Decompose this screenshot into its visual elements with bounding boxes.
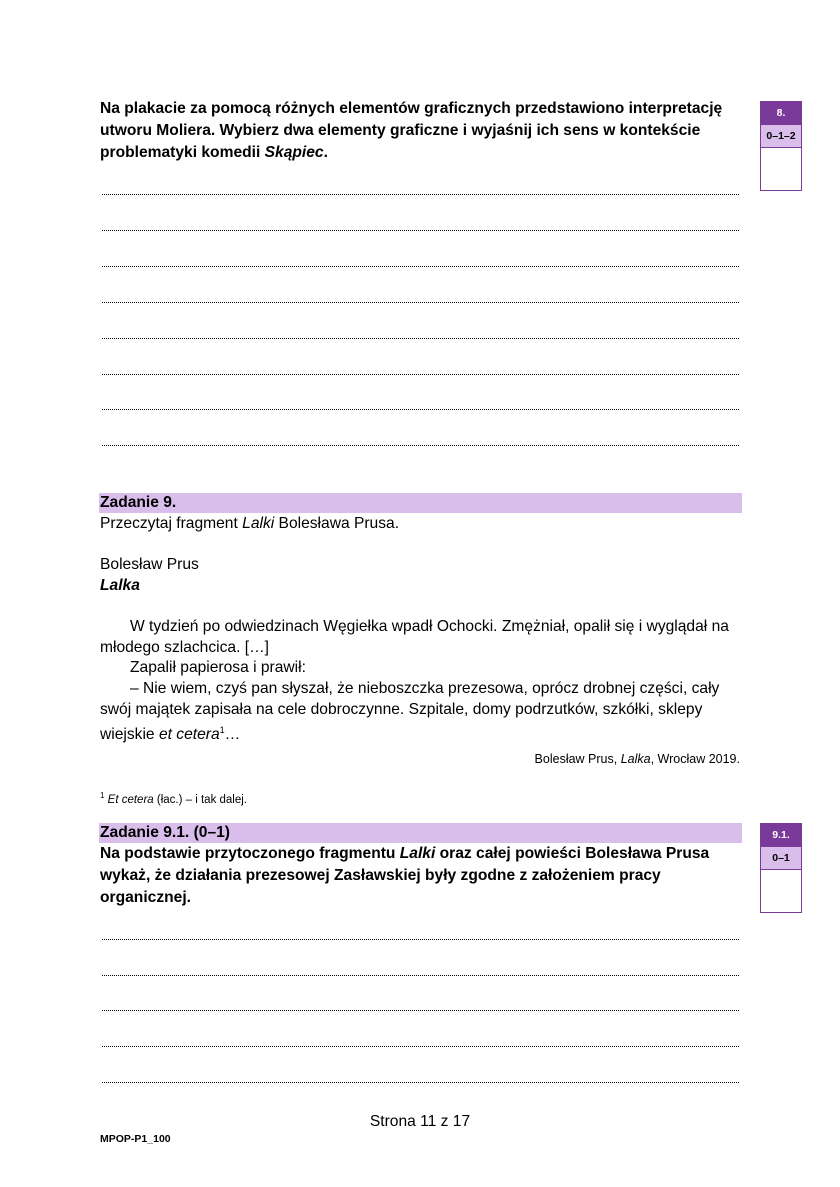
- excerpt-paragraph-2: Zapalił papierosa i prawił:: [130, 659, 306, 676]
- source-citation: Bolesław Prus, Lalka, Wrocław 2019.: [534, 752, 740, 766]
- task-9-1-score-box: [760, 823, 802, 913]
- answer-line[interactable]: [102, 1080, 739, 1083]
- answer-line[interactable]: [102, 300, 739, 303]
- answer-line[interactable]: [102, 407, 739, 410]
- answer-line[interactable]: [102, 192, 739, 195]
- task-number: 8.: [761, 102, 801, 124]
- answer-line[interactable]: [102, 937, 739, 940]
- excerpt-paragraph-1: W tydzień po odwiedzinach Węgiełka wpadł Ochocki. Zmężniał, opalił się i wyglądał na młodego szlachcica. […]: [100, 618, 729, 656]
- answer-line[interactable]: [102, 264, 739, 267]
- task-number: 9.1.: [761, 824, 801, 846]
- task-points: 0–1: [761, 846, 801, 870]
- score-field[interactable]: [761, 870, 801, 912]
- page-number: Strona 11 z 17: [369, 1113, 471, 1130]
- task-9-1-prompt: Na podstawie przytoczonego fragmentu Lalki oraz całej powieści Bolesława Prusa wykaż, że działania prezesowej Zasławskiej były zgodne z założeniem pracy organicznej.: [100, 845, 710, 906]
- text-title: Lalka: [100, 577, 140, 594]
- task-8-score-box: [760, 101, 802, 191]
- task-points: 0–1–2: [761, 124, 801, 148]
- text-author: Bolesław Prus: [100, 556, 199, 573]
- task-9-1-header: Zadanie 9.1. (0–1): [99, 823, 742, 843]
- footnote: $^1$ Et cetera (łac.) – i tak dalej.: [100, 791, 248, 806]
- score-field[interactable]: [761, 148, 801, 190]
- answer-line[interactable]: [102, 336, 739, 339]
- answer-line[interactable]: [102, 973, 739, 976]
- answer-line[interactable]: [102, 1008, 739, 1011]
- exam-code: MPOP-P1_100: [100, 1133, 171, 1145]
- task-8-prompt: Na plakacie za pomocą różnych elementów graficznych przedstawiono interpretację utworu Moliera. Wybierz dwa elementy graficzne i wyjaśnij ich sens w kontekście problematyki komedii Skąpiec.: [100, 100, 723, 161]
- task-9-instruction: Przeczytaj fragment Lalki Bolesława Prusa.: [100, 515, 400, 532]
- answer-line[interactable]: [102, 228, 739, 231]
- answer-line[interactable]: [102, 372, 739, 375]
- task-9-header: Zadanie 9.: [99, 493, 742, 513]
- answer-line[interactable]: [102, 443, 739, 446]
- answer-line[interactable]: [102, 1044, 739, 1047]
- excerpt-paragraph-3: – Nie wiem, czyś pan słyszał, że nieboszczka prezesowa, oprócz drobnej części, cały swój majątek zapisała na cele dobroczynne. Szpitale, domy podrzutków, szkółki, sklepy wiejskie et cetera$^1$…: [100, 680, 720, 744]
